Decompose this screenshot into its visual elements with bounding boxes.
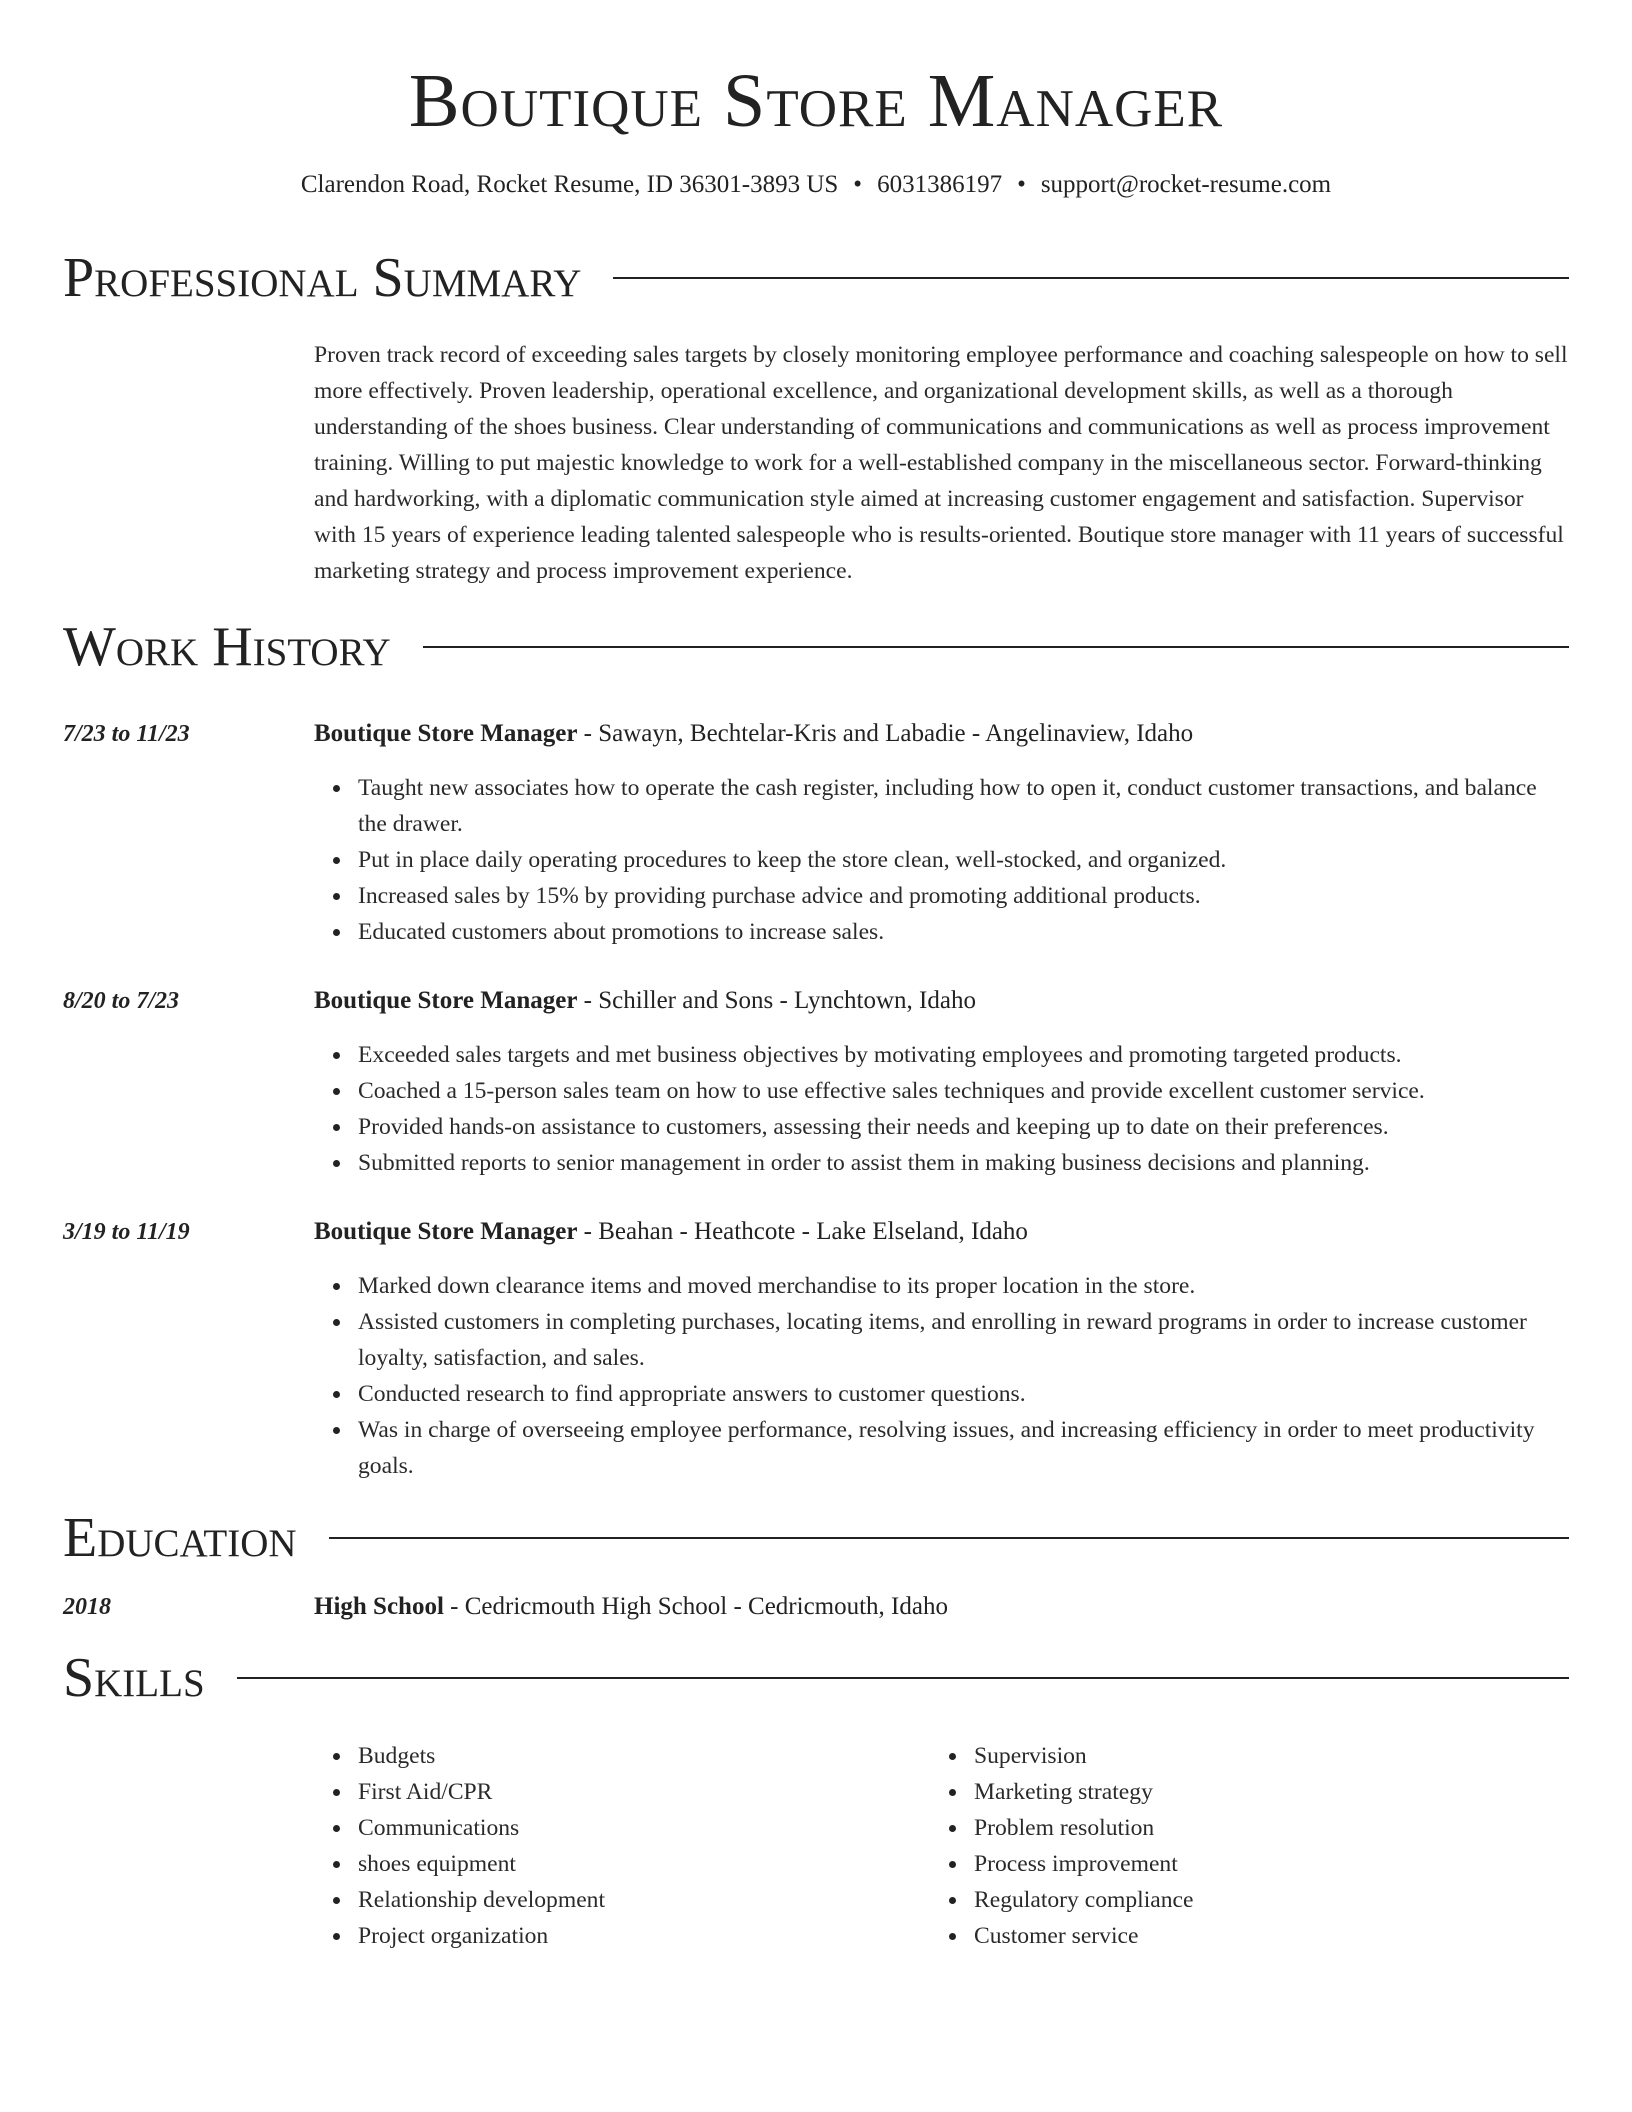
job-bullet: Coached a 15-person sales team on how to use effective sales techniques and provide excellent customer service.	[358, 1073, 1569, 1109]
skill-item: Supervision	[974, 1738, 1546, 1774]
job-dates: 8/20 to 7/23	[63, 987, 180, 1014]
job-entry	[63, 716, 1569, 950]
skills-list	[930, 1738, 1546, 1954]
education-year: 2018	[63, 1593, 111, 1620]
job-bullets	[314, 1037, 1569, 1181]
skill-item: shoes equipment	[358, 1846, 930, 1882]
section-divider	[613, 277, 1569, 279]
skill-item: Project organization	[358, 1918, 930, 1954]
education-school: - Cedricmouth High School - Cedricmouth, Idaho	[443, 1592, 948, 1620]
job-bullet: Increased sales by 15% by providing purchase advice and promoting additional products.	[358, 878, 1569, 914]
job-bullet: Put in place daily operating procedures to keep the store clean, well-stocked, and organized.	[358, 842, 1569, 878]
job-dates: 7/23 to 11/23	[63, 720, 190, 747]
education-degree: High School	[314, 1592, 444, 1620]
job-bullet: Assisted customers in completing purchases, locating items, and enrolling in reward programs in order to increase customer loyalty, satisfaction, and sales.	[358, 1304, 1569, 1376]
skills-columns	[314, 1738, 1569, 1954]
job-employer: - Schiller and Sons - Lynchtown, Idaho	[577, 986, 976, 1014]
skill-item: Customer service	[974, 1918, 1546, 1954]
skill-item: Process improvement	[974, 1846, 1546, 1882]
section-divider	[329, 1537, 1569, 1539]
job-bullet: Conducted research to find appropriate answers to customer questions.	[358, 1376, 1569, 1412]
job-bullet: Was in charge of overseeing employee performance, resolving issues, and increasing efficiency in order to meet productivity goals.	[358, 1412, 1569, 1484]
job-body	[314, 716, 1569, 950]
skill-item: Relationship development	[358, 1882, 930, 1918]
address: Clarendon Road, Rocket Resume, ID 36301-3893 US	[300, 170, 839, 198]
job-bullet: Submitted reports to senior management in order to assist them in making business decisions and planning.	[358, 1145, 1569, 1181]
skill-item: Budgets	[358, 1738, 930, 1774]
email: support@rocket-resume.com	[1040, 170, 1332, 198]
section-title-work: Work History	[63, 615, 391, 678]
job-bullet: Taught new associates how to operate the cash register, including how to open it, conduct customer transactions, and balance the drawer.	[358, 770, 1569, 842]
skills-column-left	[314, 1738, 930, 1954]
phone: 6031386197	[877, 170, 1003, 198]
education-line	[314, 1589, 948, 1625]
job-title-line	[314, 983, 1569, 1019]
job-title-line	[314, 716, 1569, 752]
section-divider	[423, 646, 1569, 648]
summary-text: Proven track record of exceeding sales targets by closely monitoring employee performance and coaching salespeople on how to sell more effectively. Proven leadership, operational excellence, and organizational development skills, as well as a thorough understanding of the shoes business. Clear understanding of communications and communications as well as process improvement training. Willing to put majestic knowledge to work for a well-established company in the miscellaneous sector. Forward-thinking and hardworking, with a diplomatic communication style aimed at increasing customer engagement and satisfaction. Supervisor with 15 years of experience leading talented salespeople who is results-oriented. Boutique store manager with 11 years of successful marketing strategy and process improvement experience.	[314, 341, 1568, 584]
separator-dot: •	[1017, 170, 1026, 198]
work-section-header	[63, 615, 1569, 678]
resume-page	[63, 0, 1569, 1954]
job-bullet: Provided hands-on assistance to customers, assessing their needs and keeping up to date on their preferences.	[358, 1109, 1569, 1145]
skill-item: Problem resolution	[974, 1810, 1546, 1846]
section-title-skills: Skills	[63, 1646, 205, 1709]
skill-item: Communications	[358, 1810, 930, 1846]
summary-section-header	[63, 246, 1569, 309]
job-body	[314, 983, 1569, 1181]
separator-dot: •	[853, 170, 863, 198]
education-section-header	[63, 1506, 1569, 1569]
contact-line	[63, 170, 1569, 200]
skills-section-header	[63, 1646, 1569, 1709]
candidate-name: Boutique Store Manager	[408, 59, 1224, 143]
job-title-line	[314, 1214, 1569, 1250]
job-bullet: Exceeded sales targets and met business objectives by motivating employees and promoting targeted products.	[358, 1037, 1569, 1073]
job-bullets	[314, 770, 1569, 950]
job-body	[314, 1214, 1569, 1484]
skill-item: Marketing strategy	[974, 1774, 1546, 1810]
skills-list	[314, 1738, 930, 1954]
education-entry	[63, 1589, 1569, 1625]
job-dates: 3/19 to 11/19	[63, 1218, 190, 1245]
skills-column-right	[930, 1738, 1546, 1954]
job-bullet: Marked down clearance items and moved merchandise to its proper location in the store.	[358, 1268, 1569, 1304]
section-divider	[237, 1677, 1569, 1679]
job-title: Boutique Store Manager	[314, 719, 578, 747]
job-entry	[63, 1214, 1569, 1484]
section-title-summary: Professional Summary	[63, 246, 582, 309]
job-employer: - Sawayn, Bechtelar-Kris and Labadie - Angelinaview, Idaho	[577, 719, 1194, 747]
job-bullet: Educated customers about promotions to increase sales.	[358, 914, 1569, 950]
skill-item: First Aid/CPR	[358, 1774, 930, 1810]
job-title: Boutique Store Manager	[314, 1217, 578, 1245]
job-bullets	[314, 1268, 1569, 1484]
section-title-education: Education	[63, 1506, 297, 1569]
job-employer: - Beahan - Heathcote - Lake Elseland, Idaho	[577, 1217, 1028, 1245]
job-title: Boutique Store Manager	[314, 986, 578, 1014]
job-entry	[63, 983, 1569, 1181]
skill-item: Regulatory compliance	[974, 1882, 1546, 1918]
